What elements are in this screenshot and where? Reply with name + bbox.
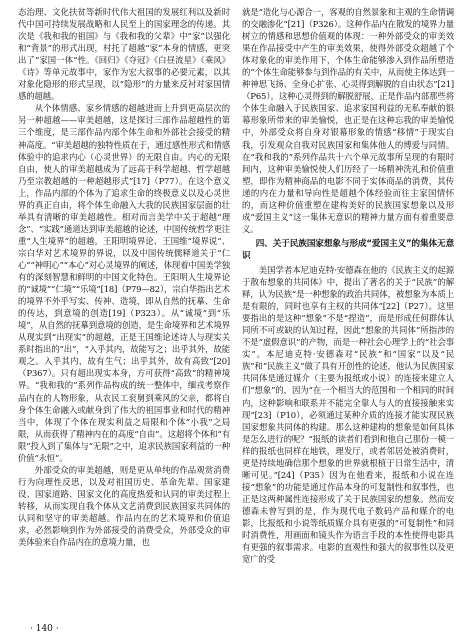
paragraph: 从个体情感、家乡情感的超越进而上升到更高层次的另一种超越——审美超越，这是探讨三部作品超越性的第三个维度，是三部作品内部个体生命和外部社会接受的精神高度。“审美超越的独特性质在于，通过感性形式和情感体验中的追求内心（心灵世界）的无限自由。内心的无限自由，使人的审美超越成为了远高于科学超越、哲学超越乃至宗教超越的一种超越形式”[17]（P77）。在这个意义上，作品内部的个体为了追求生命的终极意义以及心灵世界的真正自由，将个体生命融入大我的民族国家层面的壮举具有清晰的审美超越性。相对而言美学中关于超越“理念”、“实践”通道达到审美超越的论述，中国传统哲学更注重“人生境界”的超越。王阳明境界论、王国维“境界说”、宗白华对艺术境界的界说，以及中国传统儒释道关于“仁心”“神明心”“本心”对心灵境界的阐述，体现着中国美学独有的深刻智慧和鲜明的中国文化特色。王阳明人生境界论的“诚境”“仁境”“乐境”[18]（P79—82），宗白华指出艺术的境界不外乎写实、传神、造境，即从自然的抚摹、生命的传达，到意境的创造[19]（P323）。从“诚境”到“乐境”，从自然的抚摹到意境的创造，是生命境界和艺术境界从现实到“出现实”的超越，正是王国维论述诗人与现实关系时指出的“出”，“入乎其内，故能写之；出乎其外，故能观之。入乎其内，故有生气；出乎其外，故有高致”[20]（P367）。只有超出现实本身，方可获得“高致”的精神境界。“我和我的”系列作品构成的统一整体中，缅戎考察作品内在的人物形象，从农民工衮舅到乘风的父亲，都将自身个体生命融入或献身到了伟大的祖国事业和时代的精神当中，体现了个体在现实利益之局限和个体“小我”之局限，从而获得了精神内在的高度“自由”。这超将个体和“有限”投入到了集体与“无限”之中，追求民族国家利益的一种价值“永恒”。 bbox=[18, 103, 230, 463]
section-number: 四、 bbox=[255, 238, 273, 249]
paragraph: 态治理、文化扶贫等新时代伟大祖国的发展红利以及新时代中国可持续发展战略和人民至上的国家理念的传递。其次是《我和我的祖国》与《我和我的父辈》中“家”以强化和“背景”的形式出现，村托了超越“家”本身的情感，更突出了“家国一体”性。《回归》《夺冠》《白昼流星》《乘风》《诗》等单元故事中，家作为宏大叙事的必要元素，以其对象化隐形的形式呈现，以“隐形”的力量来反衬对家国情感的超越。 bbox=[18, 7, 230, 102]
section-heading bbox=[242, 238, 454, 262]
left-column bbox=[18, 6, 230, 548]
paragraph: 外部受众的审美超越，则是更从单纯的作品观赏消费行为向理性反思，以及对祖国历史、革命先辈、国家建设、国家道路、国家文化的高度热爱和认同的审美过程上转移，从而实现自我个体从文艺消费到民族国家共同体的认同和坚守的审美超越。作品内在的艺术境界和价值追求，必然影响到作为外部接受的消费受众，外部受众的审美体验来自作品内在的意境力量，也 bbox=[18, 464, 230, 548]
right-column bbox=[242, 6, 454, 565]
paragraph: 美国学者本尼迪克特·安德森在他的《民族主义的起源于散布想象的共同体》中，提出了著名的关于“民族”的解释，认为民族“是一种想象的政治共同体，被想象为本质上是有限的，同时也享有主权的共同体”[22]（P27）。这里要指出的是这种“想象”不是“捏造”，而是形成任何群体认同所不可或缺的认知过程，因此“想象的共同体”所指涉的不是“虚假意识”的产物，而是一种社会心理学上的“社会事实”。本尼迪克特·安德森对“民族”和“国家”以及“民族”和“民族主义”做了具有开创性的论述，他认为民族国家共同体是通过媒介（主要为报纸或小说）的连接来建立人们“想象”的，因为“在一个相当大的范围和一个相同的时间内，这种影响和联系并不能完全靠人与人的直接接触来实现”[23]（P10），必须通过某种介质的连接才能实现民族国家想象共同体的构建。那么这种建构的想象是如何具体是怎么进行的呢？“报纸的读者们看到和他自己那份一模一样的报纸也同样在地铁，理发厅，或者邻居处被消费时，更是持续地确信那个想象的世界就根植于日常生活中，清晰可见。”[24]（P35）因为在他看来，报纸和小说在连接“想象”的功能是通过作品本身的可复制性和叙事性，也正是这两种属性连接形成了关于民族国家的想象。然而安德森未曾写到的是，作为现代电子数码产品和媒介的电影，比报纸和小说等纸质媒介具有更强的“可复制性”和同时消费性，用画面和镜头作为语言手段的本性使得电影具有更强的叙事需求。电影的直观性和强大的叙事性以及更宽广的受 bbox=[242, 264, 454, 565]
section-title: 关于民族国家想象与形成“爱国主义”的集体无意识 bbox=[242, 238, 455, 261]
paragraph: 就是“造化与心源合一，客观的自然景象和主观的生命情调的交融渗化”[21]（P326）。这种作品内在散发的境界力量树立的情感和思想价值观的体现：一种外部受众的审美效果在作品接受中产生的审美效果，使得外部受众超越了个体对象化的审美作用下，个体生命能够渗入到作品所塑造的“个体生命能够参与到作品的有关中，从而使主体达到一种神思飞扬、全身心扩张、心灵得到解脱的自由状态”[21]（P65）。这种心灵得到的解脱舒展，正是作品内部那些将个体生命融入于民族国家、追求家国利益的无私奉献的银幕形象所带来的审美愉悦，也正是在这种忘我的审美愉悦中，外部受众将自身对银幕形象的情感“移情”于现实自我，引发观众自我对民族国家和集体他人的博爱与同情。在“我和我的”系列作品共十六个单元故事所呈现的有限时间内，这种审美愉悦使人们历经了一场精神洗礼和价值重塑，即作为精神商品的电影不同于实体商品的消费，其传递的内在力量和导向性是超越个体经验而往主家国情怀的，而这种价值重塑在建构美好的民族国家想象以及形成“爱国主义”这一集体无意识的精神力量方面有着重要意义。 bbox=[242, 7, 454, 234]
page-number: · 140 · bbox=[30, 624, 59, 634]
